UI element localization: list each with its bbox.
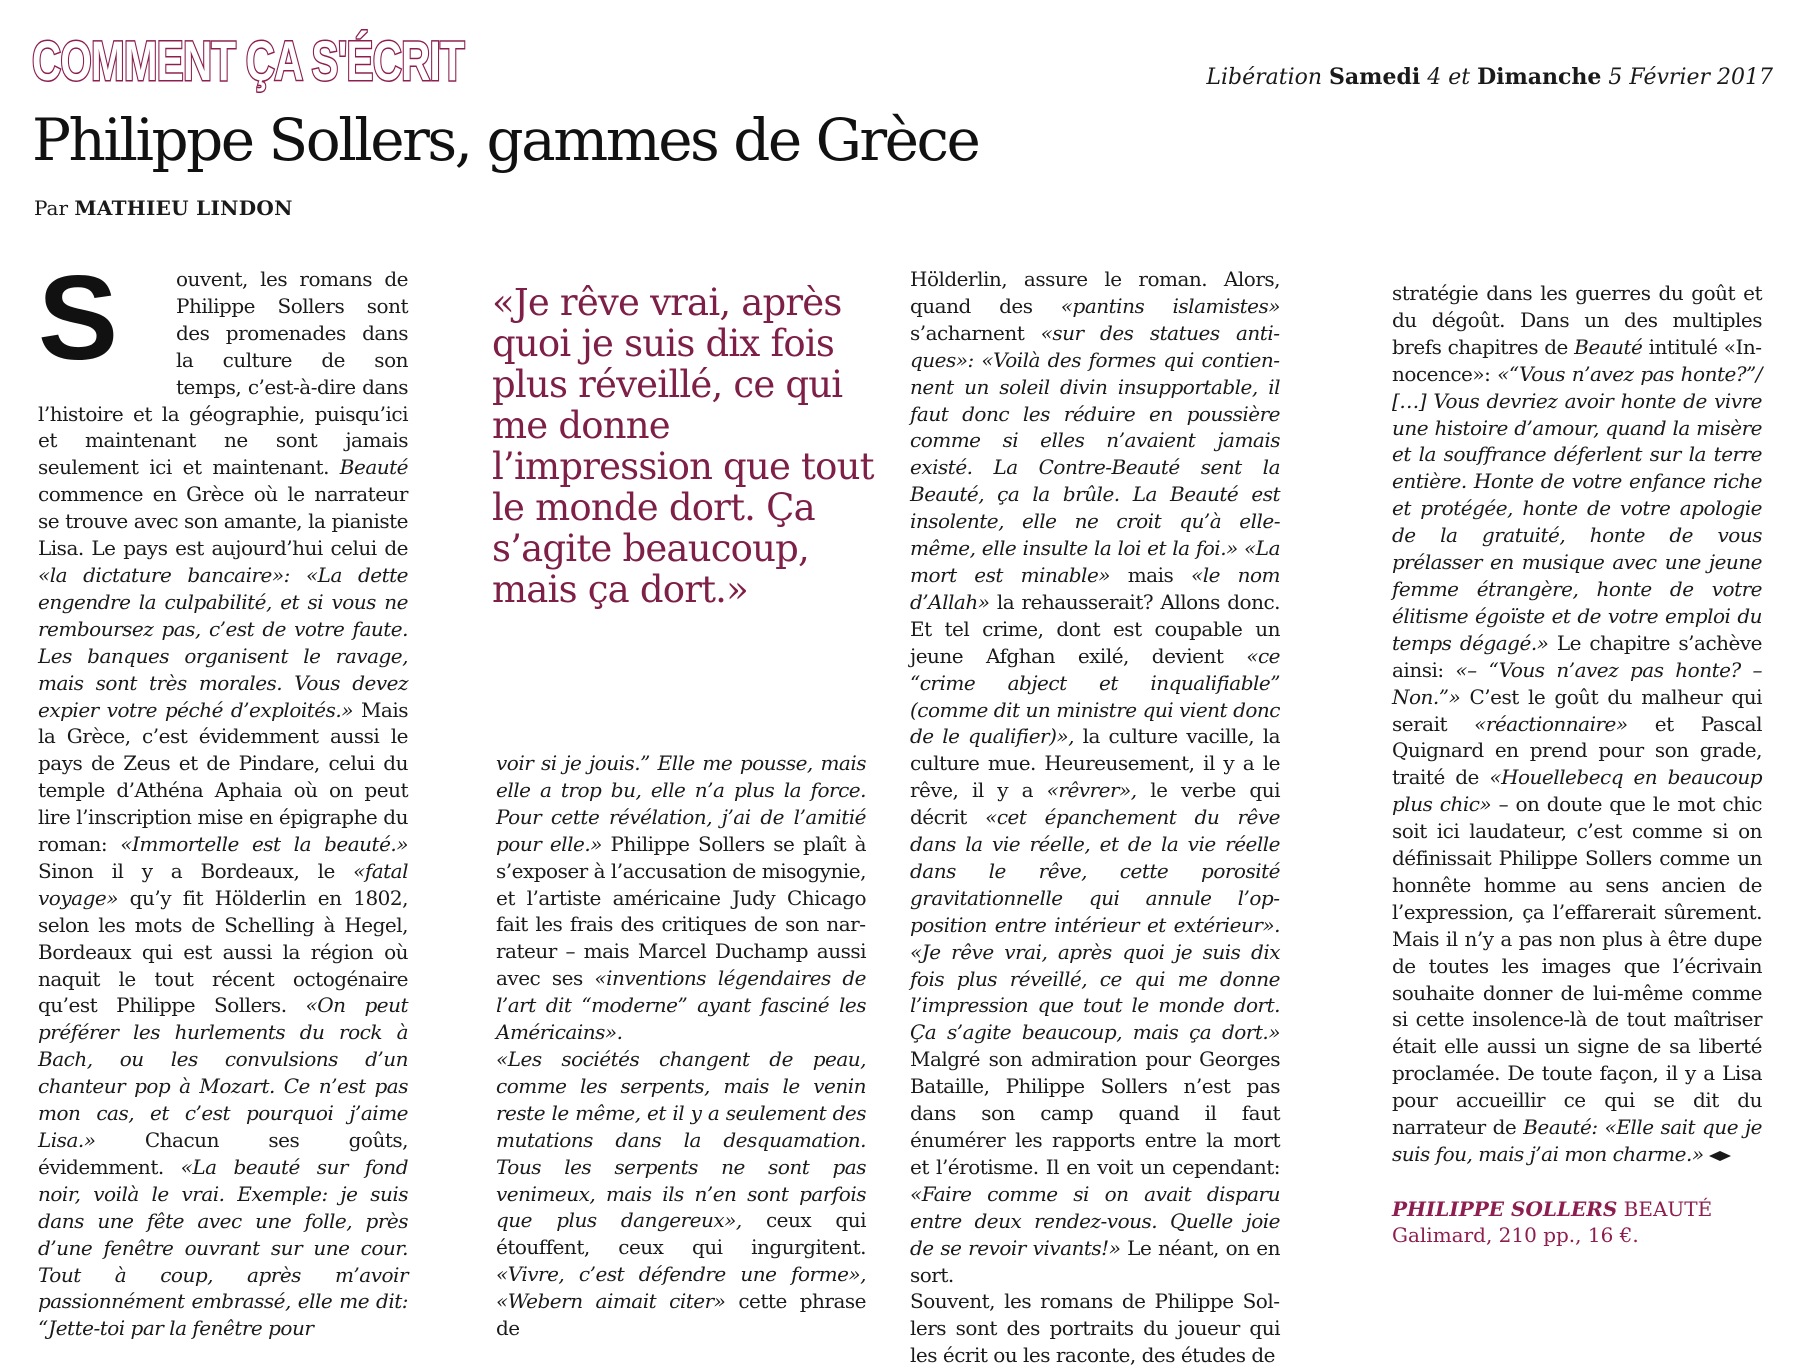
paragraph bbox=[1392, 280, 1762, 1168]
text-run: et Pascal Quignard en prend pour son grade, traité de bbox=[1392, 711, 1762, 790]
text-run: stratégie dans les guerres du goût et du dégoût. Dans un des multiples brefs chapitres de bbox=[1392, 281, 1762, 359]
book-title: Beauté bbox=[339, 455, 408, 480]
text-run: mais bbox=[1127, 562, 1174, 587]
credits-publisher: Galimard, 210 pp., 16 €. bbox=[1392, 1223, 1639, 1247]
text-run: commence en Grèce où le narrateur se trouve avec son amante, la pianiste Lisa. Le pays est aujourd’hui celui de bbox=[38, 482, 408, 561]
quote: «Houellebecq en beaucoup plus chic» bbox=[1392, 765, 1762, 817]
paragraph bbox=[910, 266, 1280, 1288]
text-run: C’est le goût du malheur qui serait bbox=[1392, 684, 1762, 736]
text-run: Sinon il y a Bordeaux, le bbox=[38, 858, 335, 883]
book-title: Beauté bbox=[1523, 1115, 1592, 1140]
text-run: cette phrase de bbox=[496, 1289, 867, 1341]
credits-line-1 bbox=[1392, 1196, 1712, 1222]
text-run: ouvent, les romans de Philippe Sollers sont des promenades dans la culture de son temps, c’est-à-dire dans l’histoire et la géographie, puisqu’ici et maintenant ne sont jamais seulement ici et maintenant. bbox=[38, 267, 408, 480]
quote: : «Elle sait que je suis fou, mais j’ai mon charme.» bbox=[1392, 1115, 1762, 1166]
byline-prefix: Par bbox=[34, 196, 69, 220]
pull-quote: «Je rêve vrai, après quoi je suis dix fois plus réveillé, ce qui me donne l’impression que tout le monde dort. Ça s’agite beaucoup, mais ça dort.» bbox=[492, 281, 874, 611]
book-title: Beauté bbox=[1574, 334, 1643, 359]
quote: «Immortelle est la beauté.» bbox=[120, 832, 409, 857]
byline bbox=[34, 196, 293, 220]
text-run: Le néant, on en sort. bbox=[910, 1235, 1280, 1287]
paragraph bbox=[910, 1288, 1280, 1369]
credits-book-title: BEAUTÉ bbox=[1623, 1197, 1713, 1221]
article-column-3 bbox=[910, 266, 1280, 1369]
article-column-4 bbox=[1392, 280, 1762, 1168]
section-rubric: COMMENT ÇA S'ÉCRIT bbox=[32, 29, 464, 92]
headline: Philippe Sollers, gammes de Grèce bbox=[32, 106, 979, 174]
dateline-day2: Dimanche bbox=[1477, 64, 1602, 90]
quote: «Les sociétés changent de peau, comme les serpents, mais le venin reste le même, et il y a seulement des mutations dans la desquamation. Tous les serpents ne sont pas venimeux, mais ils n’en sont parfois que plus dangereux», bbox=[496, 1046, 866, 1233]
dateline-paper: Libération bbox=[1206, 65, 1323, 90]
quote: voir si je jouis.” Elle me pousse, mais elle a trop bu, elle n’a plus la force. Pour cette révélation, j’ai de l’amitié pour elle.» bbox=[496, 751, 866, 856]
paragraph bbox=[496, 1046, 866, 1342]
quote: «La beauté sur fond noir, voilà le vrai. Exemple: je suis dans une fête avec une folle, près d’une fenêtre ouvrant sur une cour. Tout à coup, après m’avoir passionnément embrassé, elle me dit: “Jette-toi par la fenêtre pour bbox=[38, 1154, 408, 1341]
paragraph bbox=[38, 251, 409, 1342]
dateline-day1: Samedi bbox=[1329, 64, 1421, 90]
quote: «Vivre, c’est défendre une forme», «Webern aimait citer» bbox=[496, 1262, 866, 1314]
text-run: – on doute que le mot chic soit ici laudateur, c’est comme si on définissait Philippe Sollers comme un honnête homme au sens ancien de l’expression, ça l’effarerait sûrement. Mais il n’y a pas non plus à être dupe de toutes les images que l’écrivain souhaite donner de lui-même comme si cette insolence-là de tout maîtriser était elle aussi un signe de sa liberté proclamée. De toute façon, il y a Lisa pour accueillir ce qui se dit du narrateur de bbox=[1392, 792, 1762, 1140]
text-run: Malgré son admiration pour Georges Bataille, Philippe Sollers n’est pas dans son camp quand il faut énumérer les rapports entre la mort et l’érotisme. Il en voit un cependant: bbox=[910, 1047, 1280, 1179]
text-run: la culture vacille, la culture mue. Heureusement, il y a le rêve, il y a bbox=[910, 724, 1281, 803]
text-run: Hölderlin, assure le roman. Alors, quand des bbox=[910, 267, 1280, 318]
quote: «– “Vous n’avez pas honte? – Non.”» bbox=[1392, 657, 1762, 709]
end-of-article-icon bbox=[1709, 1151, 1731, 1161]
quote: «On peut préférer les hurlements du rock à Bach, ou les convulsions d’un chanteur pop à Mozart. Ce n’est pas mon cas, et c’est pourquoi j’aime Lisa.» bbox=[38, 993, 408, 1152]
dateline-num1: 4 et bbox=[1427, 65, 1471, 90]
text-run: ceux qui étouffent, ceux qui ingurgitent. bbox=[496, 1208, 866, 1260]
quote: «pantins islamistes» bbox=[1060, 293, 1280, 318]
quote: «inventions légendaires de l’art dit “moderne” ayant fasciné les Américains». bbox=[496, 966, 866, 1045]
book-credits bbox=[1392, 1196, 1712, 1248]
text-run: Le chapitre s’achève ainsi: bbox=[1392, 630, 1763, 682]
quote: «fatal voyage» bbox=[38, 858, 408, 910]
text-run: le verbe qui décrit bbox=[910, 778, 1281, 830]
text-run: qu’y fit Hölderlin en 1802, selon les mots de Schelling à Hegel, Bordeaux qui est aussi la région où naquit le tout récent octogénaire qu’est Philippe Sollers. bbox=[38, 885, 408, 1018]
quote: «la dictature bancaire»: «La dette engendre la culpabilité, et si vous ne remboursez pas, c’est de votre faute. Les banques organisent le ravage, mais sont très morales. Vous devez expier votre péché d’exploités.» bbox=[38, 562, 408, 722]
credits-book-author: PHILIPPE SOLLERS bbox=[1392, 1197, 1618, 1221]
quote: «“Vous n’avez pas honte?”/ […] Vous devriez avoir honte de vivre une histoire d’amour, quand la misère et la souffrance déferlent sur la terre entière. Honte de votre enfance riche et protégée, honte de votre apologie de la gratuité, honte de vous prélasser en musique avec une jeune femme étrangère, honte de votre élitisme égoïste et de votre emploi du temps dégagé.» bbox=[1392, 361, 1763, 655]
text-run: intitulé «Innocence»: bbox=[1392, 334, 1762, 386]
quote: «Faire comme si on avait disparu entre deux rendez-vous. Quelle joie de se revoir vivants!» bbox=[910, 1181, 1280, 1260]
quote: «le nom d’Allah» bbox=[910, 562, 1281, 614]
quote: «ce “crime abject et inqualifiable” (comme dit un ministre qui vient donc de le qualifier)», bbox=[910, 643, 1280, 749]
quote: «rêvrer», bbox=[1046, 778, 1137, 803]
text-run: Mais la Grèce, c’est évidemment aussi le pays de Zeus et de Pindare, celui du temple d’Athéna Aphaia où on peut lire l’inscription mise en épigraphe du roman: bbox=[38, 697, 408, 857]
text-run: la rehausserait? Allons donc. Et tel crime, dont est coupable un jeune Afghan exilé, devient bbox=[910, 589, 1281, 668]
quote: «sur des statues antiques»: «Voilà des formes qui contiennent un soleil divin insupportable, il faut donc les réduire en poussière comme si elles n’avaient jamais existé. La Contre-Beauté sent la Beauté, ça la brûle. La Beauté est insolente, elle ne croit qu’à elle-même, elle insulte la loi et la foi.» «La mort est minable» bbox=[910, 320, 1280, 587]
text-run: Souvent, les romans de Philippe Sollers sont des portraits du joueur qui les écrit ou les raconte, des études de bbox=[910, 1289, 1280, 1368]
text-run: Philippe Sollers se plaît à s’exposer à l’accusation de misogynie, et l’artiste américaine Judy Chicago fait les frais des critiques de son narrateur – mais Marcel Duchamp aussi avec ses bbox=[496, 831, 867, 991]
text-run: s’acharnent bbox=[910, 320, 1025, 345]
quote: «cet épanchement du rêve dans la vie réelle, et de la vie réelle dans le rêve, cette porosité gravitationnelle qui annule l’opposition entre intérieur et extérieur». «Je rêve vrai, après quoi je suis dix fois plus réveillé, ce qui me donne l’impression que tout le monde dort. Ça s’agite beaucoup, mais ça dort.» bbox=[910, 805, 1280, 1045]
paragraph bbox=[496, 750, 866, 1046]
drop-cap: S bbox=[38, 251, 118, 385]
quote: «réactionnaire» bbox=[1474, 711, 1628, 736]
article-column-2 bbox=[496, 750, 866, 1342]
dateline-rest: 5 Février 2017 bbox=[1608, 65, 1773, 90]
dateline bbox=[1206, 64, 1773, 90]
byline-author: MATHIEU LINDON bbox=[74, 196, 293, 220]
text-run: Chacun ses goûts, évidemment. bbox=[38, 1128, 408, 1179]
article-column-1 bbox=[38, 251, 409, 1342]
